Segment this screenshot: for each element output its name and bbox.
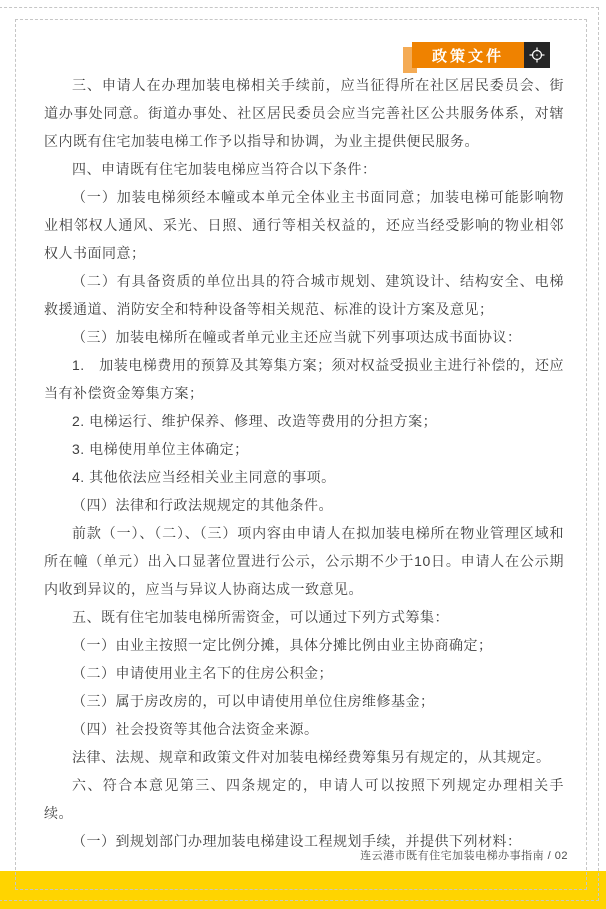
paragraph: （一）由业主按照一定比例分摊，具体分摊比例由业主协商确定；: [72, 637, 493, 653]
paragraph: （一）加装电梯须经本幢或本单元全体业主书面同意；加装电梯可能影响物业相邻权人通风、采光、日照、通行等相关权益的，还应当经受影响的物业相邻权人书面同意；: [44, 189, 564, 261]
paragraph: （四）法律和行政法规规定的其他条件。: [72, 497, 333, 513]
paragraph: （四）社会投资等其他合法资金来源。: [72, 721, 319, 737]
bottom-accent-bar: [0, 871, 606, 909]
paragraph: （二）有具备资质的单位出具的符合城市规划、建筑设计、结构安全、电梯救援通道、消防安全和特种设备等相关规范、标准的设计方案及意见；: [44, 273, 564, 317]
document-body: [44, 71, 564, 855]
paragraph: 1. 加装电梯费用的预算及其筹集方案；须对权益受损业主进行补偿的，还应当有补偿资金筹集方案；: [44, 357, 564, 401]
paragraph: 4. 其他依法应当经相关业主同意的事项。: [72, 469, 336, 485]
paragraph: 法律、法规、规章和政策文件对加装电梯经费筹集另有规定的，从其规定。: [72, 749, 551, 765]
paragraph: 3. 电梯使用单位主体确定；: [72, 441, 249, 457]
crosshair-icon: [524, 42, 550, 68]
footer-text: 连云港市既有住宅加装电梯办事指南 / 02: [360, 850, 568, 862]
badge-label: 政策文件: [412, 42, 524, 68]
paragraph: （二）申请使用业主名下的住房公积金；: [72, 665, 333, 681]
paragraph: （三）加装电梯所在幢或者单元业主还应当就下列事项达成书面协议：: [72, 329, 522, 345]
paragraph: （三）属于房改房的，可以申请使用单位住房维修基金；: [72, 693, 435, 709]
paragraph: 三、申请人在办理加装电梯相关手续前，应当征得所在社区居民委员会、街道办事处同意。街道办事处、社区居民委员会应当完善社区公共服务体系，对辖区内既有住宅加装电梯工作予以指导和协调，为业主提供便民服务。: [44, 77, 564, 149]
paragraph: 四、申请既有住宅加装电梯应当符合以下条件：: [72, 161, 377, 177]
paragraph: 前款（一）、（二）、（三）项内容由申请人在拟加装电梯所在物业管理区域和所在幢（单元）出入口显著位置进行公示，公示期不少于10日。申请人在公示期内收到异议的，应当与异议人协商达成一致意见。: [44, 525, 564, 597]
paragraph: （一）到规划部门办理加装电梯建设工程规划手续，并提供下列材料：: [72, 833, 522, 849]
policy-file-badge: [412, 42, 550, 68]
paragraph: 五、既有住宅加装电梯所需资金，可以通过下列方式筹集：: [72, 609, 449, 625]
page-footer: [360, 847, 568, 863]
paragraph: 2. 电梯运行、维护保养、修理、改造等费用的分担方案；: [72, 413, 438, 429]
paragraph: 六、符合本意见第三、四条规定的，申请人可以按照下列规定办理相关手续。: [44, 777, 564, 821]
